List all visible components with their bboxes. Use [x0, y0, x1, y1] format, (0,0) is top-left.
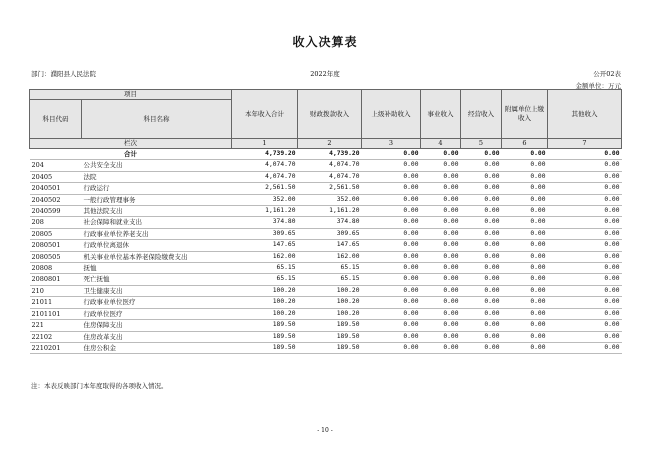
row-value: 0.00	[548, 171, 622, 182]
row-value: 352.00	[298, 194, 362, 205]
row-value: 0.00	[421, 240, 461, 251]
row-value: 2,561.50	[298, 183, 362, 194]
row-code: 2040599	[30, 206, 82, 217]
row-value: 0.00	[548, 331, 622, 342]
row-value: 4,074.70	[298, 171, 362, 182]
row-name: 社会保障和就业支出	[82, 217, 232, 228]
row-code: 2040502	[30, 194, 82, 205]
row-code: 210	[30, 285, 82, 296]
row-name: 机关事业单位基本养老保险缴费支出	[82, 251, 232, 262]
table-row	[30, 251, 622, 262]
row-value: 0.00	[502, 331, 548, 342]
column-no: 7	[548, 139, 622, 149]
row-value: 0.00	[548, 285, 622, 296]
total-row	[30, 149, 622, 160]
row-code: 2101101	[30, 308, 82, 319]
row-value: 0.00	[548, 228, 622, 239]
total-label: 合计	[30, 149, 232, 160]
row-value: 65.15	[298, 274, 362, 285]
table-row	[30, 171, 622, 182]
row-value: 189.50	[298, 331, 362, 342]
row-value: 100.20	[298, 308, 362, 319]
row-code: 20405	[30, 171, 82, 182]
column-no: 3	[362, 139, 421, 149]
row-value: 0.00	[362, 240, 421, 251]
row-value: 1,161.20	[298, 206, 362, 217]
table-row	[30, 320, 622, 331]
table-row	[30, 285, 622, 296]
table-row	[30, 217, 622, 228]
row-value: 0.00	[548, 183, 622, 194]
row-value: 0.00	[502, 297, 548, 308]
row-value: 0.00	[502, 228, 548, 239]
row-value: 0.00	[421, 342, 461, 353]
column-no: 6	[502, 139, 548, 149]
row-value: 0.00	[362, 274, 421, 285]
total-value: 0.00	[421, 149, 461, 160]
row-value: 0.00	[502, 160, 548, 171]
row-value: 0.00	[421, 228, 461, 239]
row-value: 0.00	[461, 206, 502, 217]
row-value: 4,074.70	[298, 160, 362, 171]
row-code: 20808	[30, 263, 82, 274]
row-value: 309.65	[232, 228, 298, 239]
row-code: 21011	[30, 297, 82, 308]
row-code: 2080801	[30, 274, 82, 285]
row-value: 0.00	[362, 228, 421, 239]
row-name: 行政单位离退休	[82, 240, 232, 251]
row-value: 0.00	[421, 331, 461, 342]
row-value: 0.00	[461, 251, 502, 262]
row-value: 0.00	[421, 171, 461, 182]
row-value: 0.00	[548, 217, 622, 228]
department-label: 部门：濮阳县人民法院	[31, 70, 96, 78]
table-row	[30, 308, 622, 319]
row-name: 一般行政管理事务	[82, 194, 232, 205]
row-value: 0.00	[502, 251, 548, 262]
row-value: 65.15	[232, 274, 298, 285]
row-value: 0.00	[461, 274, 502, 285]
row-value: 0.00	[461, 297, 502, 308]
row-value: 0.00	[362, 331, 421, 342]
table-row	[30, 206, 622, 217]
row-value: 0.00	[502, 206, 548, 217]
row-code: 20805	[30, 228, 82, 239]
row-value: 0.00	[548, 251, 622, 262]
row-value: 189.50	[232, 320, 298, 331]
row-value: 0.00	[421, 160, 461, 171]
row-value: 100.20	[232, 285, 298, 296]
row-value: 0.00	[548, 160, 622, 171]
row-value: 0.00	[502, 263, 548, 274]
row-value: 0.00	[362, 308, 421, 319]
row-code: 204	[30, 160, 82, 171]
row-value: 4,074.70	[232, 171, 298, 182]
row-value: 65.15	[298, 263, 362, 274]
table-row	[30, 183, 622, 194]
table-row	[30, 263, 622, 274]
row-value: 0.00	[461, 331, 502, 342]
row-value: 0.00	[421, 263, 461, 274]
header-col-fiscal: 财政拨款收入	[298, 90, 362, 139]
row-code: 208	[30, 217, 82, 228]
page-title: 收入决算表	[292, 35, 358, 49]
row-value: 100.20	[298, 285, 362, 296]
row-value: 0.00	[362, 297, 421, 308]
table-row	[30, 297, 622, 308]
row-value: 0.00	[461, 240, 502, 251]
row-value: 0.00	[502, 217, 548, 228]
row-value: 162.00	[232, 251, 298, 262]
row-value: 0.00	[502, 342, 548, 353]
row-value: 374.80	[298, 217, 362, 228]
row-code: 2210201	[30, 342, 82, 353]
total-value: 4,739.20	[298, 149, 362, 160]
row-value: 0.00	[502, 183, 548, 194]
row-value: 147.65	[298, 240, 362, 251]
total-value: 0.00	[362, 149, 421, 160]
row-value: 189.50	[298, 320, 362, 331]
row-value: 189.50	[298, 342, 362, 353]
row-value: 0.00	[548, 297, 622, 308]
column-no: 2	[298, 139, 362, 149]
row-value: 0.00	[548, 263, 622, 274]
row-name: 住房公积金	[82, 342, 232, 353]
column-no: 5	[461, 139, 502, 149]
header-col-total: 本年收入合计	[232, 90, 298, 139]
row-code: 22102	[30, 331, 82, 342]
row-value: 0.00	[461, 160, 502, 171]
row-value: 0.00	[502, 171, 548, 182]
row-value: 0.00	[362, 194, 421, 205]
row-value: 162.00	[298, 251, 362, 262]
total-value: 4,739.20	[232, 149, 298, 160]
row-value: 0.00	[502, 240, 548, 251]
row-value: 0.00	[461, 228, 502, 239]
row-value: 0.00	[362, 171, 421, 182]
row-value: 0.00	[502, 308, 548, 319]
table-row	[30, 331, 622, 342]
row-value: 65.15	[232, 263, 298, 274]
row-value: 0.00	[421, 285, 461, 296]
row-value: 0.00	[362, 217, 421, 228]
header-col-business: 事业收入	[421, 90, 461, 139]
table-row	[30, 240, 622, 251]
row-value: 374.80	[232, 217, 298, 228]
header-column-no-label: 栏次	[30, 139, 232, 149]
row-name: 其他法院支出	[82, 206, 232, 217]
row-value: 0.00	[362, 285, 421, 296]
row-value: 0.00	[461, 217, 502, 228]
row-name: 住房改革支出	[82, 331, 232, 342]
row-value: 0.00	[421, 194, 461, 205]
income-statement-table	[29, 89, 622, 354]
row-value: 0.00	[421, 274, 461, 285]
total-value: 0.00	[548, 149, 622, 160]
row-code: 2040501	[30, 183, 82, 194]
row-value: 100.20	[298, 297, 362, 308]
row-name: 死亡抚恤	[82, 274, 232, 285]
row-value: 0.00	[548, 320, 622, 331]
row-value: 0.00	[421, 297, 461, 308]
row-value: 0.00	[461, 308, 502, 319]
row-name: 行政运行	[82, 183, 232, 194]
row-value: 309.65	[298, 228, 362, 239]
row-value: 0.00	[362, 263, 421, 274]
row-value: 100.20	[232, 308, 298, 319]
row-value: 0.00	[548, 206, 622, 217]
row-value: 0.00	[362, 160, 421, 171]
row-value: 2,561.50	[232, 183, 298, 194]
row-value: 0.00	[421, 183, 461, 194]
fiscal-year: 2022年度	[310, 70, 340, 78]
table-row	[30, 342, 622, 353]
row-name: 法院	[82, 171, 232, 182]
column-no: 1	[232, 139, 298, 149]
table-row	[30, 194, 622, 205]
header-item: 项目	[30, 90, 232, 100]
header-name: 科目名称	[82, 100, 232, 139]
row-name: 住房保障支出	[82, 320, 232, 331]
row-value: 0.00	[461, 320, 502, 331]
amount-unit: 金额单位：万元	[575, 82, 621, 90]
row-name: 行政事业单位医疗	[82, 297, 232, 308]
row-value: 0.00	[548, 308, 622, 319]
row-value: 147.65	[232, 240, 298, 251]
row-name: 行政事业单位养老支出	[82, 228, 232, 239]
header-col-superior: 上级补助收入	[362, 90, 421, 139]
row-code: 2080501	[30, 240, 82, 251]
row-value: 0.00	[502, 320, 548, 331]
row-value: 0.00	[548, 342, 622, 353]
row-value: 1,161.20	[232, 206, 298, 217]
row-value: 0.00	[461, 171, 502, 182]
row-value: 0.00	[362, 183, 421, 194]
row-value: 189.50	[232, 331, 298, 342]
row-value: 0.00	[421, 320, 461, 331]
form-code: 公开02表	[593, 70, 621, 78]
total-value: 0.00	[502, 149, 548, 160]
row-value: 0.00	[362, 320, 421, 331]
row-name: 公共安全支出	[82, 160, 232, 171]
row-value: 0.00	[421, 308, 461, 319]
header-col-operating: 经营收入	[461, 90, 502, 139]
row-value: 0.00	[461, 285, 502, 296]
row-value: 0.00	[502, 285, 548, 296]
row-name: 抚恤	[82, 263, 232, 274]
header-col-affiliated: 附属单位上缴收入	[502, 90, 548, 139]
row-value: 4,074.70	[232, 160, 298, 171]
column-no: 4	[421, 139, 461, 149]
row-value: 0.00	[362, 251, 421, 262]
row-value: 0.00	[502, 274, 548, 285]
table-row	[30, 160, 622, 171]
footnote: 注：本表反映部门本年度取得的各项收入情况。	[31, 382, 168, 390]
page-number: - 10 -	[317, 427, 333, 434]
row-value: 0.00	[461, 183, 502, 194]
total-value: 0.00	[461, 149, 502, 160]
row-value: 0.00	[548, 274, 622, 285]
row-value: 0.00	[461, 263, 502, 274]
header-code: 科目代码	[30, 100, 82, 139]
row-value: 0.00	[362, 206, 421, 217]
row-value: 352.00	[232, 194, 298, 205]
table-row	[30, 228, 622, 239]
row-code: 221	[30, 320, 82, 331]
row-value: 0.00	[461, 342, 502, 353]
row-value: 0.00	[461, 194, 502, 205]
header-col-other: 其他收入	[548, 90, 622, 139]
row-value: 0.00	[548, 194, 622, 205]
row-code: 2080505	[30, 251, 82, 262]
row-value: 0.00	[548, 240, 622, 251]
row-value: 0.00	[421, 217, 461, 228]
row-value: 100.20	[232, 297, 298, 308]
row-name: 卫生健康支出	[82, 285, 232, 296]
row-value: 0.00	[421, 251, 461, 262]
row-name: 行政单位医疗	[82, 308, 232, 319]
row-value: 0.00	[362, 342, 421, 353]
row-value: 0.00	[502, 194, 548, 205]
row-value: 189.50	[232, 342, 298, 353]
table-row	[30, 274, 622, 285]
row-value: 0.00	[421, 206, 461, 217]
